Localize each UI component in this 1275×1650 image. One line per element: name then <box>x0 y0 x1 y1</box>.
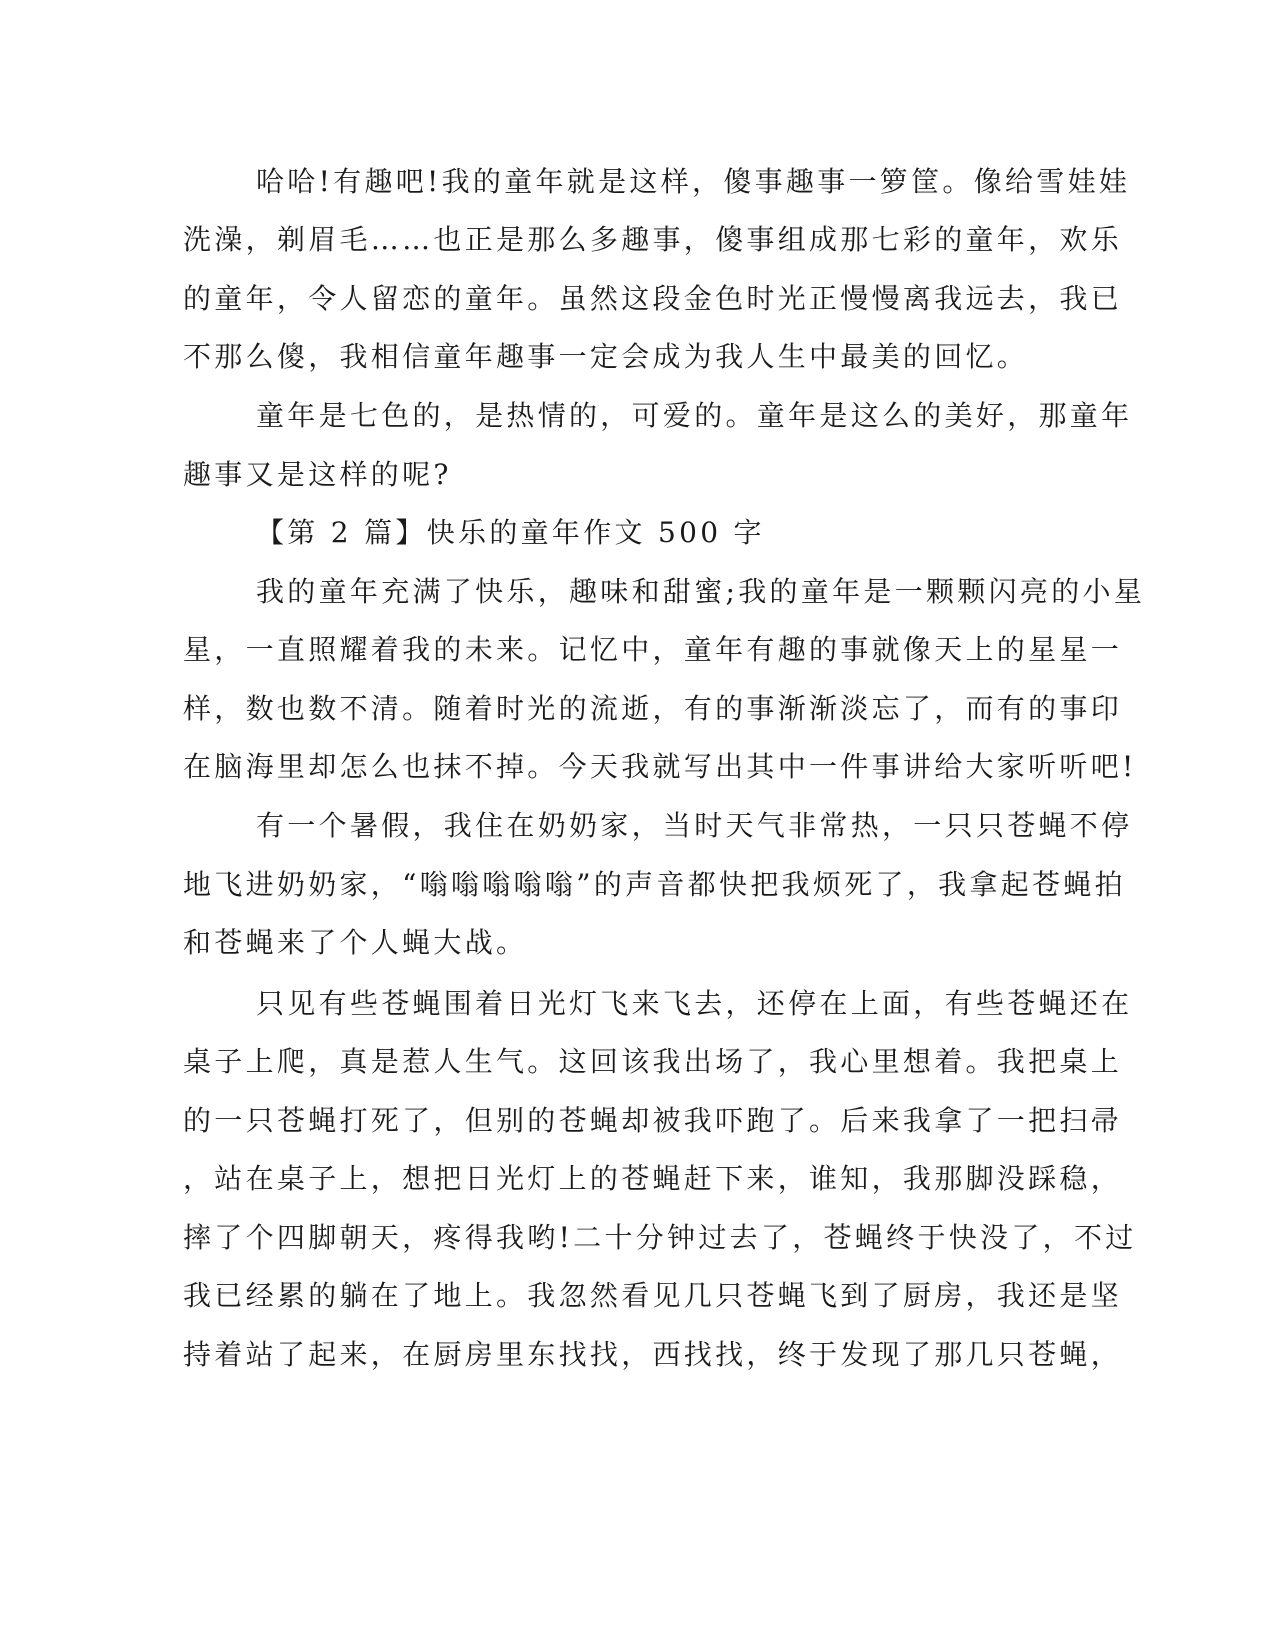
paragraph-3-line-4: 在脑海里却怎么也抹不掉。今天我就写出其中一件事讲给大家听听吧! <box>183 750 1137 783</box>
paragraph-1-line-4: 不那么傻，我相信童年趣事一定会成为我人生中最美的回忆。 <box>183 340 1029 373</box>
paragraph-4-line-2: 地飞进奶奶家，“嗡嗡嗡嗡嗡”的声音都快把我烦死了，我拿起苍蝇拍 <box>183 868 1126 901</box>
paragraph-5-line-6: 我已经累的躺在了地上。我忽然看见几只苍蝇飞到了厨房，我还是坚 <box>183 1279 1123 1312</box>
paragraph-2-line-2: 趣事又是这样的呢? <box>183 458 452 491</box>
paragraph-1-line-3: 的童年，令人留恋的童年。虽然这段金色时光正慢慢离我远去，我已 <box>183 282 1123 315</box>
paragraph-4-line-1: 有一个暑假，我住在奶奶家，当时天气非常热，一只只苍蝇不停 <box>256 809 1133 842</box>
paragraph-5-line-7: 持着站了起来，在厨房里东找找，西找找，终于发现了那几只苍蝇， <box>183 1338 1123 1371</box>
paragraph-3-line-1: 我的童年充满了快乐，趣味和甜蜜;我的童年是一颗颗闪亮的小星 <box>256 575 1146 608</box>
paragraph-2-line-1: 童年是七色的，是热情的，可爱的。童年是这么的美好，那童年 <box>256 399 1133 432</box>
paragraph-1-line-1: 哈哈!有趣吧!我的童年就是这样，傻事趣事一箩筐。像给雪娃娃 <box>256 165 1131 198</box>
paragraph-5-line-1: 只见有些苍蝇围着日光灯飞来飞去，还停在上面，有些苍蝇还在 <box>256 987 1133 1020</box>
paragraph-1-line-2: 洗澡，剃眉毛……也正是那么多趣事，傻事组成那七彩的童年，欢乐 <box>183 223 1123 256</box>
paragraph-5-line-3: 的一只苍蝇打死了，但别的苍蝇却被我吓跑了。后来我拿了一把扫帚 <box>183 1104 1123 1137</box>
section-heading: 【第 2 篇】快乐的童年作文 500 字 <box>256 516 765 549</box>
paragraph-5-line-2: 桌子上爬，真是惹人生气。这回该我出场了，我心里想着。我把桌上 <box>183 1045 1123 1078</box>
paragraph-5-line-4: ，站在桌子上，想把日光灯上的苍蝇赶下来，谁知，我那脚没踩稳， <box>183 1162 1123 1195</box>
paragraph-5-line-5: 摔了个四脚朝天，疼得我哟!二十分钟过去了，苍蝇终于快没了，不过 <box>183 1221 1137 1254</box>
paragraph-3-line-2: 星，一直照耀着我的未来。记忆中，童年有趣的事就像天上的星星一 <box>183 633 1123 666</box>
paragraph-3-line-3: 样，数也数不清。随着时光的流逝，有的事渐渐淡忘了，而有的事印 <box>183 692 1123 725</box>
paragraph-4-line-3: 和苍蝇来了个人蝇大战。 <box>183 926 528 959</box>
